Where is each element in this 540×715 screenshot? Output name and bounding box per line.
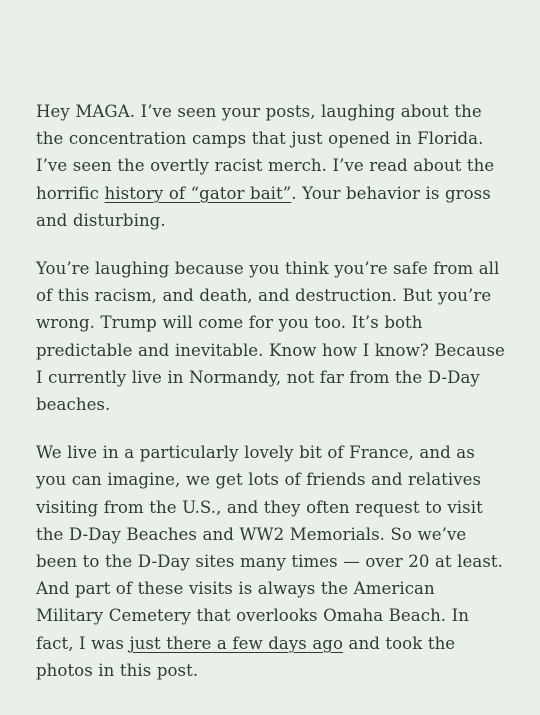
paragraph-2 bbox=[36, 255, 506, 418]
paragraph-1-text-end: . Your behavior is gross and disturbing. bbox=[36, 183, 491, 230]
paragraph-1 bbox=[36, 98, 506, 234]
paragraph-2-text: You’re laughing because you think you’re safe from all of this racism, and death, and destruction. But you’re wrong. Trump will come for you too. It’s both predictable and inevitable. Know how I know? Because I currently live in Normandy, not far from the D-Day beaches. bbox=[36, 259, 505, 415]
paragraph-3-text-start: We live in a particularly lovely bit of France, and as you can imagine, we get lots of friends and relatives visiting from the U.S., and they often request to visit the D-Day Beaches and WW2 Memorials. So we’ve been to the D-Day sites many times — over 20 at least. And part of these visits is always the American Military Cemetery that overlooks Omaha Beach. In fact, I was bbox=[36, 443, 503, 653]
paragraph-3 bbox=[36, 439, 506, 684]
paragraph-3-text-end: and took the photos in this post. bbox=[36, 633, 456, 680]
gator-bait-history-link[interactable]: history of “gator bait” bbox=[104, 183, 292, 203]
paragraph-1-text-start: Hey MAGA. I’ve seen your posts, laughing about the the concentration camps that just opened in Florida. I’ve seen the overtly racist merch. I’ve read about the horrific bbox=[36, 102, 495, 203]
article-body bbox=[36, 98, 506, 705]
few-days-ago-link[interactable]: just there a few days ago bbox=[129, 633, 344, 653]
